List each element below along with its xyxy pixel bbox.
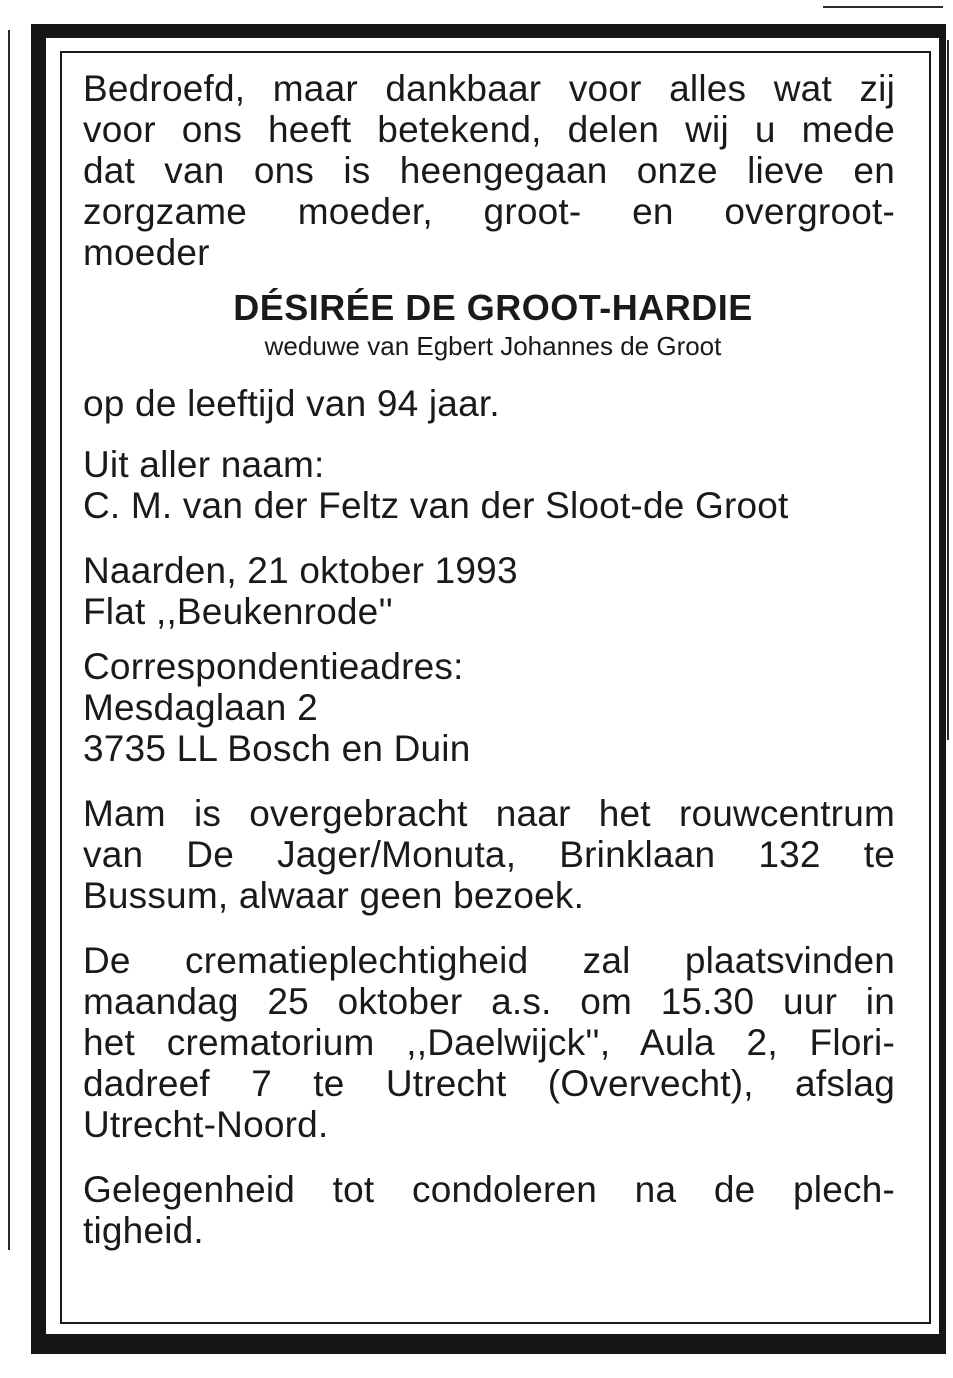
scan-edge-top-right (823, 6, 943, 8)
transfer-line: van De Jager/Monuta, Brinklaan 132 te (83, 834, 895, 875)
place-date-block (83, 550, 895, 632)
residence: Flat ,,Beukenrode'' (83, 591, 393, 632)
intro-line: moeder (83, 232, 210, 273)
place-date: Naarden, 21 oktober 1993 (83, 550, 518, 591)
deceased-block (193, 287, 793, 363)
cremation-line: maandag 25 oktober a.s. om 15.30 uur in (83, 981, 895, 1022)
intro-line: zorgzame moeder, groot- en overgroot- (83, 191, 895, 232)
condolence-line: tigheid. (83, 1210, 204, 1251)
age-line (83, 383, 895, 424)
on-behalf-label: Uit aller naam: (83, 444, 325, 485)
transfer-line: Mam is overgebracht naar het rouwcentrum (83, 793, 895, 834)
age-text: op de leeftijd van 94 jaar. (83, 383, 500, 424)
cremation-line: het crematorium ,,Daelwijck'', Aula 2, Flori- (83, 1022, 895, 1063)
deceased-name: DÉSIRÉE DE GROOT-HARDIE (233, 287, 753, 328)
scan-edge-left (8, 30, 10, 1250)
cremation-line: Utrecht-Noord. (83, 1104, 329, 1145)
intro-line: Bedroefd, maar dankbaar voor alles wat zij (83, 68, 895, 109)
on-behalf-block (83, 444, 895, 526)
death-announcement (83, 68, 895, 1251)
correspondence-block (83, 646, 895, 769)
condolence-paragraph (83, 1169, 895, 1251)
transfer-paragraph (83, 793, 895, 916)
correspondence-label: Correspondentieadres: (83, 646, 464, 687)
cremation-line: De crematieplechtigheid zal plaatsvinden (83, 940, 895, 981)
scan-edge-right (947, 40, 949, 740)
intro-line: voor ons heeft betekend, delen wij u mede (83, 109, 895, 150)
intro-paragraph (83, 68, 895, 273)
on-behalf-name: C. M. van der Feltz van der Sloot-de Groot (83, 485, 789, 526)
widow-of-line: weduwe van Egbert Johannes de Groot (264, 331, 722, 361)
cremation-paragraph (83, 940, 895, 1145)
intro-line: dat van ons is heengegaan onze lieve en (83, 150, 895, 191)
transfer-line: Bussum, alwaar geen bezoek. (83, 875, 585, 916)
condolence-line: Gelegenheid tot condoleren na de plech- (83, 1169, 895, 1210)
cremation-line: dadreef 7 te Utrecht (Overvecht), afslag (83, 1063, 895, 1104)
postal-city: 3735 LL Bosch en Duin (83, 728, 471, 769)
street-address: Mesdaglaan 2 (83, 687, 318, 728)
